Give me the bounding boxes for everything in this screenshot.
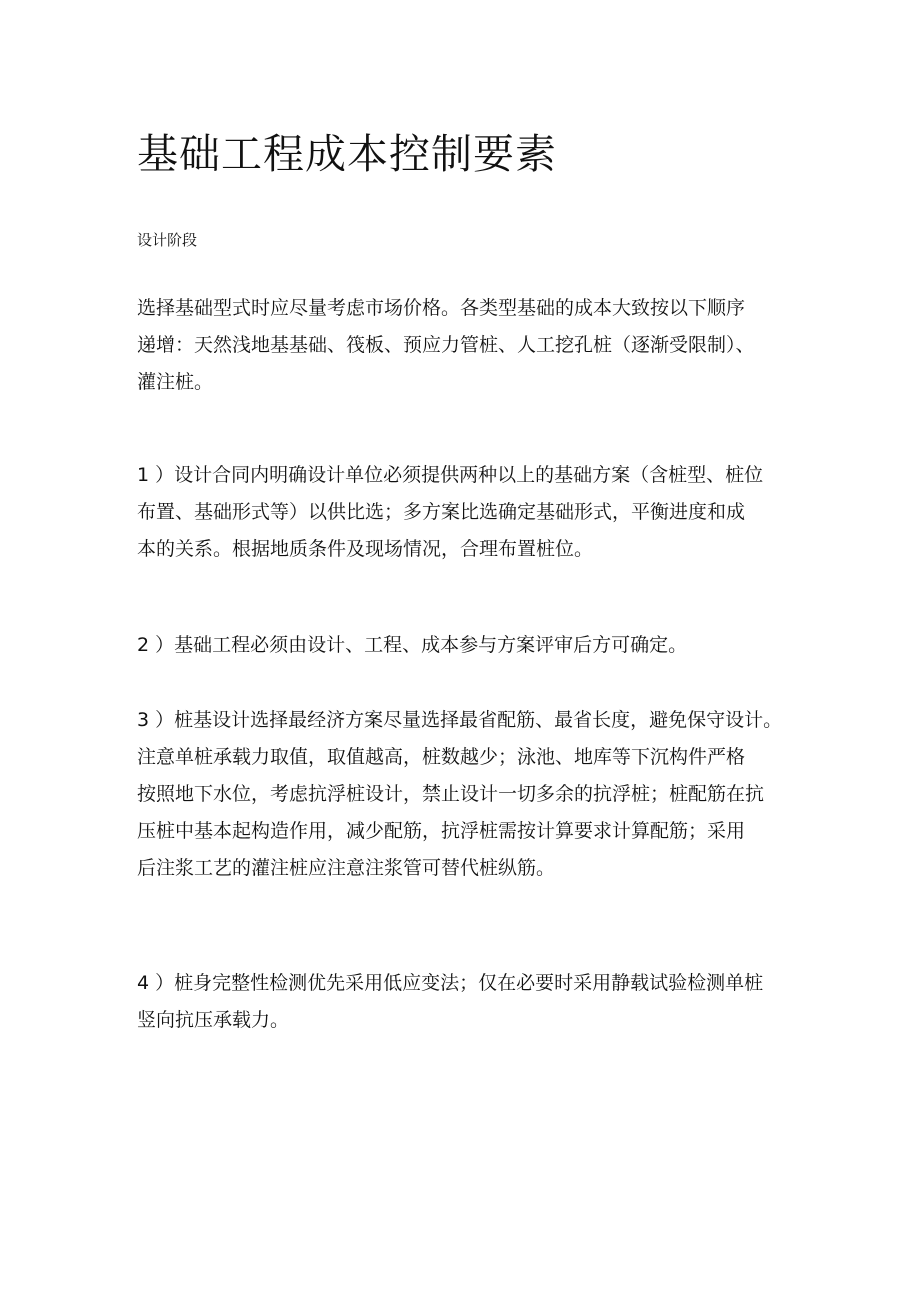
paragraph-item-4 [137, 965, 787, 1039]
paragraph-line: 1 ）设计合同内明确设计单位必须提供两种以上的基础方案（含桩型、桩位 [137, 464, 764, 486]
paragraph-line: 按照地下水位，考虑抗浮桩设计，禁止设计一切多余的抗浮桩；桩配筋在抗 [137, 783, 765, 805]
paragraph-intro [137, 290, 787, 401]
paragraph-line: 压桩中基本起构造作用，减少配筋，抗浮桩需按计算要求计算配筋；采用 [137, 820, 746, 842]
paragraph-line: 4 ）桩身完整性检测优先采用低应变法；仅在必要时采用静载试验检测单桩 [137, 972, 764, 994]
paragraph-item-3 [137, 702, 787, 887]
document-title: 基础工程成本控制要素 [137, 130, 557, 178]
paragraph-line: 布置、基础形式等）以供比选；多方案比选确定基础形式，平衡进度和成 [137, 501, 746, 523]
paragraph-line: 竖向抗压承载力。 [137, 1009, 290, 1031]
paragraph-line: 后注浆工艺的灌注桩应注意注浆管可替代桩纵筋。 [137, 857, 556, 879]
paragraph-line: 注意单桩承载力取值，取值越高，桩数越少；泳池、地库等下沉构件严格 [137, 746, 746, 768]
paragraph-line: 2 ）基础工程必须由设计、工程、成本参与方案评审后方可确定。 [137, 634, 688, 656]
paragraph-line: 灌注桩。 [137, 371, 214, 393]
section-heading: 设计阶段 [137, 231, 198, 249]
paragraph-item-1 [137, 457, 787, 568]
paragraph-line: 3 ）桩基设计选择最经济方案尽量选择最省配筋、最省长度，避免保守设计。 [137, 709, 783, 731]
paragraph-line: 本的关系。根据地质条件及现场情况，合理布置桩位。 [137, 538, 594, 560]
paragraph-line: 递增：天然浅地基基础、筏板、预应力管桩、人工挖孔桩（逐渐受限制）、 [137, 334, 755, 356]
paragraph-line: 选择基础型式时应尽量考虑市场价格。各类型基础的成本大致按以下顺序 [137, 297, 746, 319]
paragraph-item-2 [137, 627, 787, 664]
